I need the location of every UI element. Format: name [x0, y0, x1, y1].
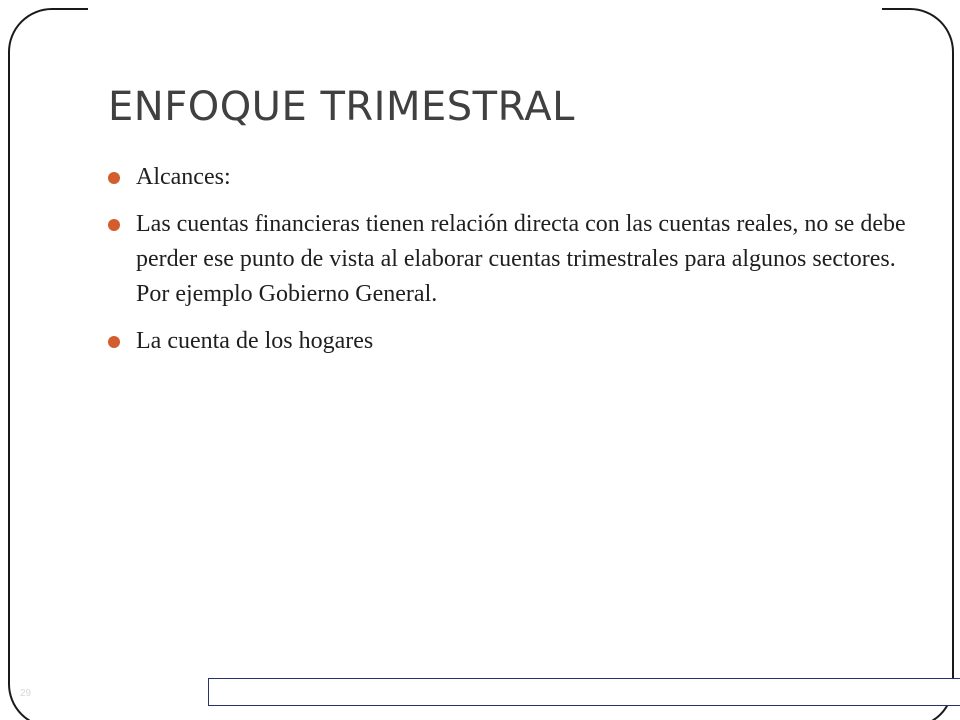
bullet-item	[108, 160, 908, 195]
bullet-dot-icon	[108, 172, 120, 184]
bullet-text: Las cuentas financieras tienen relación directa con las cuentas reales, no se debe perder ese punto de vista al elaborar cuentas trimestrales para algunos sectores. Por ejemplo Gobierno General.	[136, 211, 906, 307]
bullet-dot-icon	[108, 219, 120, 231]
bullet-dot-icon	[108, 336, 120, 348]
frame-gap-top	[88, 0, 882, 14]
bullet-item	[108, 324, 908, 359]
slide-number: 29	[20, 688, 32, 699]
bullet-list	[108, 160, 908, 371]
footer-bar	[208, 678, 960, 706]
bullet-text: La cuenta de los hogares	[136, 328, 374, 354]
bullet-item	[108, 207, 908, 312]
bullet-text: Alcances:	[136, 164, 231, 190]
slide-title: ENFOQUE TRIMESTRAL	[108, 84, 575, 130]
frame-gap-bottom	[40, 708, 880, 720]
